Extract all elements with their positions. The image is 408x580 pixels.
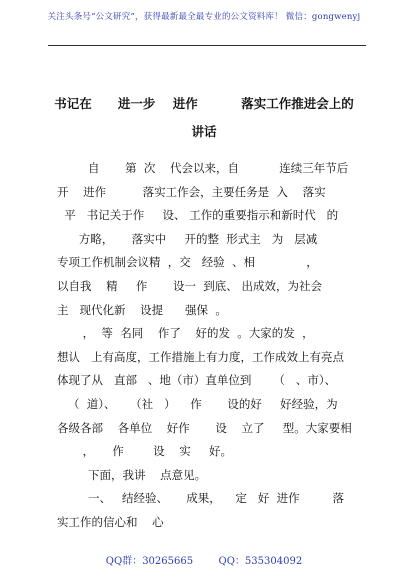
- body-line-6: 以自我 精 作 设一 到底、 出成效，为社会: [57, 279, 322, 293]
- document-title-line-2: 讲话: [191, 124, 217, 139]
- body-line-10: 体现了从 直部 、地（市）直单位到 （ 、市）、: [57, 373, 337, 388]
- body-line-1: 自 第 次 代会以来，自 连续三年节后: [88, 161, 349, 175]
- body-line-15: 一、 结经验、 成果， 定 好 进作 落: [88, 491, 345, 506]
- body-line-16: 实工作的信心和 心: [57, 515, 164, 529]
- body-line-7: 主 现代化新 设提 强保 。: [57, 302, 227, 317]
- body-line-8: ， 等 名同 作了 好的发 。大家的发 ，: [57, 326, 314, 341]
- body-line-12: 各级各部 各单位 好作 设 立了 型。大家要相: [57, 420, 352, 435]
- body-line-3: 平 书记关于作 设、 工作的重要指示和新时代 的: [57, 208, 339, 223]
- header-promo-note: 关注头条号“公文研究”，获得最新最全最专业的公文资料库！ 微信：gongwenyj: [47, 12, 361, 22]
- body-line-9: 想认 上有高度，工作措施上有力度，工作成效上有亮点: [57, 349, 344, 364]
- body-line-2: 开 进作 落实工作会，主要任务是 入 落实: [57, 184, 326, 199]
- body-line-14: 下面，我讲 点意见。: [88, 467, 207, 482]
- body-line-4: 方略， 落实中 开的整 形式主 为 层减: [57, 231, 318, 246]
- body-line-5: 专项工作机制会议精 ，交 经验 、相 ，: [57, 255, 318, 270]
- document-title-line-1: 书记在 进一步 进作 落实工作推进会上的: [54, 96, 354, 111]
- body-line-13: ， 作 设 实 好。: [57, 444, 233, 459]
- body-line-11: （ 道）、 （社 ） 作 设的好 好经验，为: [57, 397, 338, 411]
- footer-contact: QQ群：30265665 QQ：535304092: [105, 556, 303, 567]
- header-divider: [48, 45, 366, 46]
